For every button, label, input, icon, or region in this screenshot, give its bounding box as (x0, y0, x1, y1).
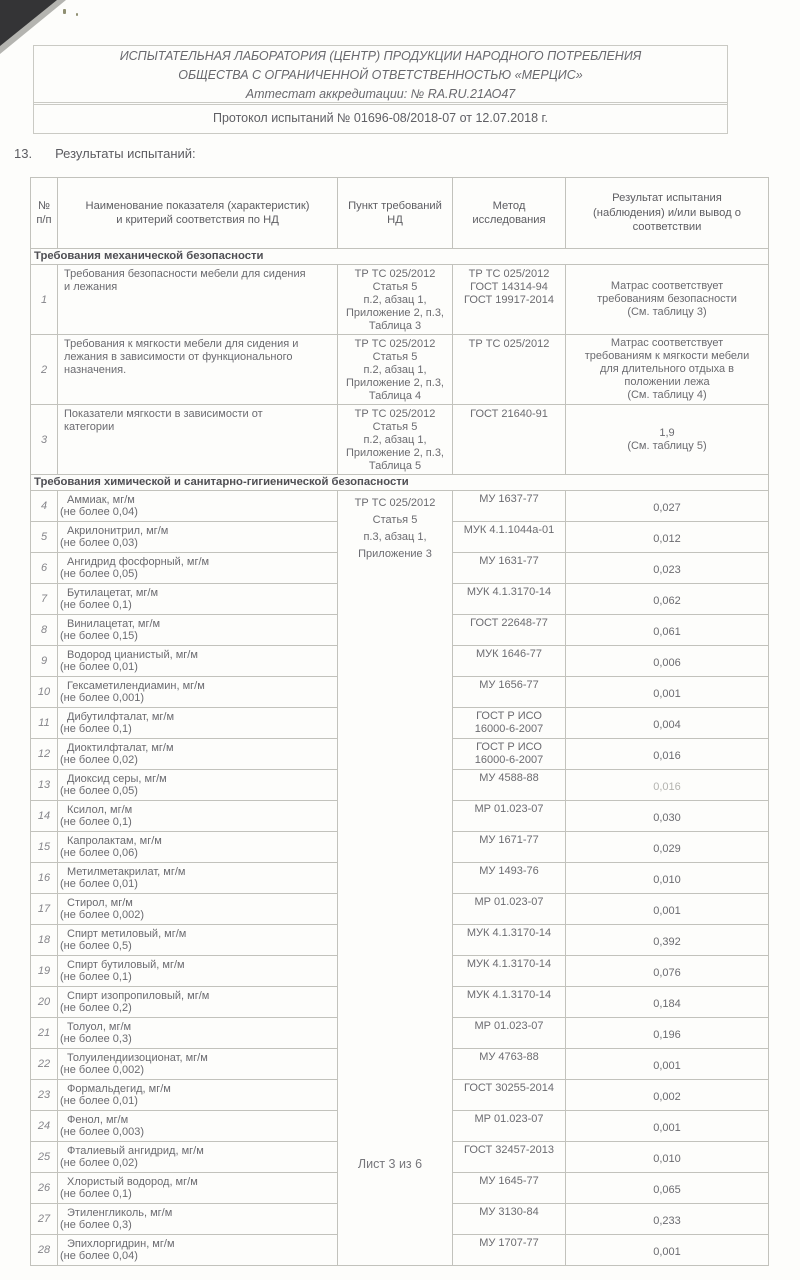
page-footer: Лист 3 из 6 (357, 1157, 423, 1171)
requirement-clause: ТР ТС 025/2012 Статья 5 п.2, абзац 1, Приложение 2, п.3, Таблица 5 (338, 405, 453, 475)
row-number: 15 (31, 832, 58, 863)
row-number: 18 (31, 925, 58, 956)
test-method: МУ 1637-77 (453, 491, 566, 522)
row-number: 1 (31, 265, 58, 335)
row-number: 26 (31, 1173, 58, 1204)
indicator-name: Ксилол, мг/м (не более 0,1) (58, 801, 338, 832)
row-number: 25 (31, 1142, 58, 1173)
test-result: 0,001 (566, 1235, 769, 1266)
test-result: 0,065 (566, 1173, 769, 1204)
table-row (31, 491, 769, 522)
col-header-4: Результат испытания (наблюдения) и/или вывод о соответствии (566, 178, 769, 249)
test-result: 0,016 (566, 770, 769, 801)
indicator-name: Бутилацетат, мг/м (не более 0,1) (58, 584, 338, 615)
test-method: МУ 1645-77 (453, 1173, 566, 1204)
results-table-body (31, 178, 769, 1266)
test-method: МУК 1646-77 (453, 646, 566, 677)
indicator-name: Дибутилфталат, мг/м (не более 0,1) (58, 708, 338, 739)
lab-title-line2: ОБЩЕСТВА С ОГРАНИЧЕННОЙ ОТВЕТСТВЕННОСТЬЮ «МЕРЦИС» (178, 68, 583, 82)
row-number: 2 (31, 335, 58, 405)
test-method: МУК 4.1.3170-14 (453, 584, 566, 615)
test-method: МУК 4.1.1044а-01 (453, 522, 566, 553)
table-row (31, 405, 769, 475)
indicator-name: Фенол, мг/м (не более 0,003) (58, 1111, 338, 1142)
indicator-name: Капролактам, мг/м (не более 0,06) (58, 832, 338, 863)
row-number: 7 (31, 584, 58, 615)
lab-title-line1: ИСПЫТАТЕЛЬНАЯ ЛАБОРАТОРИЯ (ЦЕНТР) ПРОДУКЦИИ НАРОДНОГО ПОТРЕБЛЕНИЯ (119, 49, 642, 63)
test-method: МР 01.023-07 (453, 801, 566, 832)
test-method: МУК 4.1.3170-14 (453, 956, 566, 987)
row-number: 14 (31, 801, 58, 832)
row-number: 17 (31, 894, 58, 925)
protocol-title: Протокол испытаний № 01696-08/2018-07 от 12.07.2018 г. (212, 111, 548, 125)
test-method: МР 01.023-07 (453, 1018, 566, 1049)
table-row (31, 265, 769, 335)
test-method: МУ 4588-88 (453, 770, 566, 801)
indicator-name: Требования безопасности мебели для сидения и лежания (58, 265, 338, 335)
test-method: ГОСТ Р ИСО 16000-6-2007 (453, 708, 566, 739)
test-result: 0,027 (566, 491, 769, 522)
indicator-name: Метилметакрилат, мг/м (не более 0,01) (58, 863, 338, 894)
row-number: 22 (31, 1049, 58, 1080)
indicator-name: Ангидрид фосфорный, мг/м (не более 0,05) (58, 553, 338, 584)
col-header-0: № п/п (31, 178, 58, 249)
row-number: 28 (31, 1235, 58, 1266)
test-result: 0,004 (566, 708, 769, 739)
indicator-name: Толуол, мг/м (не более 0,3) (58, 1018, 338, 1049)
test-method: МР 01.023-07 (453, 1111, 566, 1142)
section-row (31, 249, 769, 265)
indicator-name: Диоксид серы, мг/м (не более 0,05) (58, 770, 338, 801)
test-result: 0,012 (566, 522, 769, 553)
test-result: 0,392 (566, 925, 769, 956)
lab-header-box (33, 45, 728, 105)
indicator-name: Толуилендиизоционат, мг/м (не более 0,002) (58, 1049, 338, 1080)
test-result: 0,030 (566, 801, 769, 832)
test-method: ГОСТ 32457-2013 (453, 1142, 566, 1173)
indicator-name: Спирт метиловый, мг/м (не более 0,5) (58, 925, 338, 956)
row-number: 24 (31, 1111, 58, 1142)
indicator-name: Эпихлоргидрин, мг/м (не более 0,04) (58, 1235, 338, 1266)
row-number: 11 (31, 708, 58, 739)
test-result: 0,029 (566, 832, 769, 863)
test-method: МУ 4763-88 (453, 1049, 566, 1080)
section-title-mechanical: Требования механической безопасности (31, 249, 769, 265)
col-header-1: Наименование показателя (характеристик) и критерий соответствия по НД (58, 178, 338, 249)
col-header-3: Метод исследования (453, 178, 566, 249)
row-number: 21 (31, 1018, 58, 1049)
indicator-name: Этиленгликоль, мг/м (не более 0,3) (58, 1204, 338, 1235)
row-number: 9 (31, 646, 58, 677)
test-result: 0,006 (566, 646, 769, 677)
row-number: 13 (31, 770, 58, 801)
test-method: ГОСТ 21640-91 (453, 405, 566, 475)
test-result: Матрас соответствует требованиям безопасности (См. таблицу 3) (566, 265, 769, 335)
requirement-clause: ТР ТС 025/2012 Статья 5 п.2, абзац 1, Приложение 2, п.3, Таблица 3 (338, 265, 453, 335)
section-number: 13. (14, 146, 33, 161)
requirement-clause: ТР ТС 025/2012 Статья 5 п.2, абзац 1, Приложение 2, п.3, Таблица 4 (338, 335, 453, 405)
test-method: ГОСТ Р ИСО 16000-6-2007 (453, 739, 566, 770)
test-result: 1,9 (См. таблицу 5) (566, 405, 769, 475)
section-title: Результаты испытаний: (55, 146, 196, 161)
indicator-name: Акрилонитрил, мг/м (не более 0,03) (58, 522, 338, 553)
indicator-name: Спирт бутиловый, мг/м (не более 0,1) (58, 956, 338, 987)
test-result: 0,001 (566, 677, 769, 708)
row-number: 12 (31, 739, 58, 770)
protocol-box (33, 102, 728, 134)
col-header-2: Пункт требований НД (338, 178, 453, 249)
row-number: 27 (31, 1204, 58, 1235)
indicator-name: Фталиевый ангидрид, мг/м (не более 0,02) (58, 1142, 338, 1173)
test-result: 0,184 (566, 987, 769, 1018)
indicator-name: Спирт изопропиловый, мг/м (не более 0,2) (58, 987, 338, 1018)
test-result: 0,196 (566, 1018, 769, 1049)
test-result: 0,001 (566, 1049, 769, 1080)
test-method: МУК 4.1.3170-14 (453, 925, 566, 956)
table-row (31, 335, 769, 405)
indicator-name: Диоктилфталат, мг/м (не более 0,02) (58, 739, 338, 770)
test-method: МУК 4.1.3170-14 (453, 987, 566, 1018)
test-result: 0,010 (566, 1142, 769, 1173)
test-method: МУ 1671-77 (453, 832, 566, 863)
table-header-row (31, 178, 769, 249)
results-table (30, 177, 769, 1266)
test-method: МУ 1631-77 (453, 553, 566, 584)
test-result: 0,233 (566, 1204, 769, 1235)
test-result: 0,002 (566, 1080, 769, 1111)
indicator-name: Формальдегид, мг/м (не более 0,01) (58, 1080, 338, 1111)
indicator-name: Винилацетат, мг/м (не более 0,15) (58, 615, 338, 646)
test-result: 0,010 (566, 863, 769, 894)
scan-speck (63, 9, 66, 14)
row-number: 3 (31, 405, 58, 475)
results-section-heading (14, 146, 196, 161)
test-method: ТР ТС 025/2012 ГОСТ 14314-94 ГОСТ 19917-2014 (453, 265, 566, 335)
test-result: 0,001 (566, 894, 769, 925)
indicator-name: Аммиак, мг/м (не более 0,04) (58, 491, 338, 522)
indicator-name: Требования к мягкости мебели для сидения и лежания в зависимости от функционального назначения. (58, 335, 338, 405)
row-number: 5 (31, 522, 58, 553)
test-result: 0,076 (566, 956, 769, 987)
indicator-name: Гексаметилендиамин, мг/м (не более 0,001) (58, 677, 338, 708)
row-number: 20 (31, 987, 58, 1018)
section-title-chemical: Требования химической и санитарно-гигиенической безопасности (31, 475, 769, 491)
accreditation-line: Аттестат аккредитации: № RA.RU.21АО47 (245, 87, 516, 101)
test-result: 0,023 (566, 553, 769, 584)
test-method: ТР ТС 025/2012 (453, 335, 566, 405)
test-result: 0,061 (566, 615, 769, 646)
row-number: 19 (31, 956, 58, 987)
indicator-name: Стирол, мг/м (не более 0,002) (58, 894, 338, 925)
test-method: МУ 1656-77 (453, 677, 566, 708)
row-number: 23 (31, 1080, 58, 1111)
test-result: 0,016 (566, 739, 769, 770)
test-method: МУ 3130-84 (453, 1204, 566, 1235)
section-row (31, 475, 769, 491)
test-result: 0,001 (566, 1111, 769, 1142)
row-number: 4 (31, 491, 58, 522)
test-method: МУ 1493-76 (453, 863, 566, 894)
indicator-name: Хлористый водород, мг/м (не более 0,1) (58, 1173, 338, 1204)
test-method: МУ 1707-77 (453, 1235, 566, 1266)
test-result: Матрас соответствует требованиям к мягкости мебели для длительного отдыха в положении лежа (См. таблицу 4) (566, 335, 769, 405)
requirement-clause: ТР ТС 025/2012 Статья 5 п.3, абзац 1, Приложение 3 (338, 491, 453, 1266)
row-number: 16 (31, 863, 58, 894)
indicator-name: Водород цианистый, мг/м (не более 0,01) (58, 646, 338, 677)
row-number: 6 (31, 553, 58, 584)
test-result: 0,062 (566, 584, 769, 615)
page-corner-fold (0, 0, 57, 46)
test-method: МР 01.023-07 (453, 894, 566, 925)
scan-speck (76, 13, 78, 16)
test-method: ГОСТ 22648-77 (453, 615, 566, 646)
test-method: ГОСТ 30255-2014 (453, 1080, 566, 1111)
row-number: 8 (31, 615, 58, 646)
row-number: 10 (31, 677, 58, 708)
indicator-name: Показатели мягкости в зависимости от категории (58, 405, 338, 475)
